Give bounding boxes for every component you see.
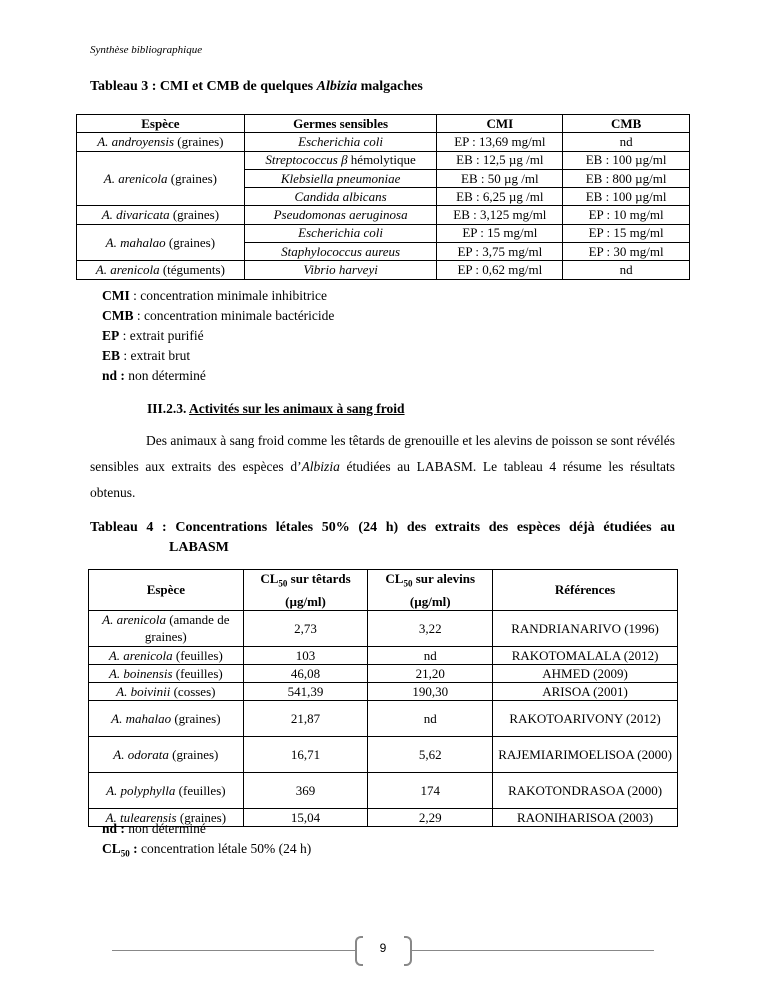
unit-label: (µg/ml) bbox=[285, 593, 326, 609]
legend-item bbox=[102, 366, 334, 386]
plant-part: (feuilles) bbox=[175, 782, 226, 798]
table-row bbox=[77, 261, 690, 279]
table3-caption-genus: Albizia bbox=[316, 79, 358, 94]
species-name: A. arenicola bbox=[108, 647, 173, 663]
tadpoles-cell: 369 bbox=[243, 772, 368, 808]
legend-abbr-end: : bbox=[129, 841, 138, 856]
species-name: A. boivinii bbox=[116, 683, 171, 699]
plant-part: (graines) bbox=[167, 170, 217, 186]
paragraph-text: étudiées au LABASM. Le tableau 4 résume les résultats obtenus. bbox=[90, 459, 675, 500]
cl-label: CL bbox=[260, 571, 279, 586]
legend-abbr: CMI bbox=[102, 288, 130, 303]
germ-cell bbox=[244, 188, 437, 206]
table-row bbox=[89, 610, 678, 646]
species-name: A. arenicola bbox=[103, 170, 168, 186]
species-name: A. divaricata bbox=[101, 207, 170, 223]
cmi-cell: EB : 6,25 µg /ml bbox=[437, 188, 563, 206]
cmb-cell: nd bbox=[563, 133, 690, 151]
tadpoles-cell: 16,71 bbox=[243, 736, 368, 772]
fry-cell: nd bbox=[368, 646, 493, 664]
plant-part: (graines) bbox=[171, 710, 221, 726]
cmi-cell: EP : 13,69 mg/ml bbox=[437, 133, 563, 151]
tadpoles-cell: 15,04 bbox=[243, 808, 368, 826]
table-row bbox=[77, 224, 690, 242]
fry-label: sur alevins bbox=[412, 571, 476, 586]
germ-cell bbox=[244, 133, 437, 151]
fry-cell: 21,20 bbox=[368, 664, 493, 682]
legend-item bbox=[102, 306, 334, 326]
legend-text: : concentration minimale inhibitrice bbox=[129, 288, 327, 303]
species-cell bbox=[77, 261, 245, 279]
fry-cell: 5,62 bbox=[368, 736, 493, 772]
table3-header-row bbox=[77, 115, 690, 133]
table-row bbox=[89, 700, 678, 736]
cmb-cell: EP : 10 mg/ml bbox=[563, 206, 690, 224]
table3-legend bbox=[102, 286, 334, 386]
legend-abbr: CMB bbox=[102, 308, 134, 323]
species-name: A. mahalao bbox=[105, 234, 166, 250]
cl-label: CL bbox=[385, 571, 404, 586]
legend-abbr: CL bbox=[102, 841, 121, 856]
cmi-cell: EB : 3,125 mg/ml bbox=[437, 206, 563, 224]
legend-text: : concentration minimale bactéricide bbox=[133, 308, 335, 323]
reference-cell: ARISOA (2001) bbox=[493, 682, 678, 700]
species-name: A. boinensis bbox=[108, 665, 173, 681]
legend-text: : extrait brut bbox=[120, 348, 191, 363]
body-paragraph bbox=[90, 428, 675, 506]
legend-text: non déterminé bbox=[124, 821, 206, 836]
fry-cell: 2,29 bbox=[368, 808, 493, 826]
species-cell bbox=[89, 772, 244, 808]
species-name: A. odorata bbox=[113, 746, 169, 762]
table4 bbox=[88, 569, 678, 827]
species-cell bbox=[89, 646, 244, 664]
species-cell bbox=[77, 133, 245, 151]
species-name: A. tulearensis bbox=[105, 809, 177, 825]
germ-name: Candida albicans bbox=[294, 188, 387, 204]
species-cell bbox=[77, 151, 245, 206]
cmb-cell: EP : 30 mg/ml bbox=[563, 243, 690, 261]
cmb-cell: EP : 15 mg/ml bbox=[563, 224, 690, 242]
section-title: Activités sur les animaux à sang froid bbox=[189, 401, 405, 416]
unit-label: (µg/ml) bbox=[409, 593, 451, 609]
germ-name: Escherichia coli bbox=[298, 133, 384, 149]
germ-name: Escherichia coli bbox=[298, 225, 384, 241]
species-name: A. arenicola bbox=[102, 612, 166, 628]
species-cell bbox=[89, 700, 244, 736]
plant-part: (feuilles) bbox=[172, 647, 223, 663]
plant-part: (graines) bbox=[174, 133, 224, 149]
table3-caption-prefix: Tableau 3 : CMI et CMB de quelques bbox=[90, 79, 317, 94]
species-cell bbox=[77, 224, 245, 261]
table3-header-species: Espèce bbox=[77, 115, 245, 133]
legend-abbr: nd : bbox=[102, 368, 125, 383]
reference-cell: RAKOTOMALALA (2012) bbox=[493, 646, 678, 664]
legend-text: : extrait purifié bbox=[119, 328, 204, 343]
paragraph-text: Des animaux à sang froid comme les têtards de grenouille et les alevins de poisson se sont révélés sensibles aux extraits des espèces d’ bbox=[90, 433, 675, 474]
section-heading bbox=[147, 401, 405, 417]
table4-caption-line2: LABASM bbox=[169, 540, 229, 555]
germ-name: Streptococcus β bbox=[265, 152, 348, 168]
species-name: A. arenicola bbox=[95, 262, 160, 278]
section-number: III.2.3. bbox=[147, 401, 190, 416]
cmb-cell: EB : 800 µg/ml bbox=[563, 169, 690, 187]
table3-header-germs: Germes sensibles bbox=[244, 115, 437, 133]
germ-name: Staphylococcus aureus bbox=[281, 243, 401, 259]
table4-header-fry bbox=[368, 570, 493, 611]
footer-rule-left bbox=[112, 950, 356, 951]
table3-header-cmb: CMB bbox=[563, 115, 690, 133]
fry-cell: 190,30 bbox=[368, 682, 493, 700]
legend-text: non déterminé bbox=[124, 368, 206, 383]
tadpoles-cell: 46,08 bbox=[243, 664, 368, 682]
fry-cell: nd bbox=[368, 700, 493, 736]
reference-cell: RAKOTOARIVONY (2012) bbox=[493, 700, 678, 736]
reference-cell: RAONIHARISOA (2003) bbox=[493, 808, 678, 826]
legend-item bbox=[102, 819, 311, 839]
tadpoles-cell: 21,87 bbox=[243, 700, 368, 736]
cmi-cell: EB : 12,5 µg /ml bbox=[437, 151, 563, 169]
legend-abbr: EP bbox=[102, 328, 120, 343]
reference-cell: RANDRIANARIVO (1996) bbox=[493, 610, 678, 646]
table-row bbox=[89, 772, 678, 808]
plant-part: (graines) bbox=[168, 746, 219, 762]
reference-cell: AHMED (2009) bbox=[493, 664, 678, 682]
table4-caption bbox=[90, 518, 675, 558]
species-cell bbox=[89, 664, 244, 682]
reference-cell: RAKOTONDRASOA (2000) bbox=[493, 772, 678, 808]
table4-legend bbox=[102, 819, 311, 864]
table3-header-cmi: CMI bbox=[437, 115, 563, 133]
germ-name: Pseudomonas aeruginosa bbox=[273, 207, 408, 223]
tadpoles-cell: 541,39 bbox=[243, 682, 368, 700]
species-cell bbox=[77, 206, 245, 224]
cmi-cell: EB : 50 µg /ml bbox=[437, 169, 563, 187]
legend-text: concentration létale 50% (24 h) bbox=[137, 841, 312, 856]
plant-part: (graines) bbox=[165, 234, 216, 250]
germ-cell bbox=[244, 206, 437, 224]
table-row bbox=[77, 206, 690, 224]
tadpoles-cell: 2,73 bbox=[243, 610, 368, 646]
page-number: 9 bbox=[379, 941, 387, 955]
legend-abbr: nd : bbox=[102, 821, 125, 836]
plant-part: (amande de graines) bbox=[144, 612, 230, 645]
plant-part: (feuilles) bbox=[172, 665, 223, 681]
tadpoles-label: sur têtards bbox=[287, 571, 351, 586]
table4-header-tadpoles bbox=[243, 570, 368, 611]
reference-cell: RAJEMIARIMOELISOA (2000) bbox=[493, 736, 678, 772]
germ-cell bbox=[244, 243, 437, 261]
table4-header-species: Espèce bbox=[89, 570, 244, 611]
table3-caption-suffix: malgaches bbox=[357, 79, 423, 94]
page-bracket-left bbox=[355, 936, 363, 966]
paragraph-genus: Albizia bbox=[301, 459, 340, 474]
table4-header-references: Références bbox=[493, 570, 678, 611]
table-row bbox=[89, 664, 678, 682]
running-header: Synthèse bibliographique bbox=[90, 44, 203, 56]
legend-item bbox=[102, 286, 334, 306]
legend-item bbox=[102, 326, 334, 346]
cmb-cell: EB : 100 µg/ml bbox=[563, 188, 690, 206]
cl-subscript: 50 bbox=[278, 578, 288, 589]
species-name: A. polyphylla bbox=[106, 782, 176, 798]
tadpoles-cell: 103 bbox=[243, 646, 368, 664]
species-cell bbox=[89, 610, 244, 646]
fry-cell: 174 bbox=[368, 772, 493, 808]
cmi-cell: EP : 0,62 mg/ml bbox=[437, 261, 563, 279]
table3 bbox=[76, 114, 690, 280]
species-cell bbox=[89, 736, 244, 772]
germ-cell bbox=[244, 261, 437, 279]
cmb-cell: nd bbox=[563, 261, 690, 279]
fry-cell: 3,22 bbox=[368, 610, 493, 646]
table-row bbox=[89, 736, 678, 772]
cmi-cell: EP : 3,75 mg/ml bbox=[437, 243, 563, 261]
germ-cell bbox=[244, 169, 437, 187]
plant-part: (cosses) bbox=[170, 683, 216, 699]
legend-item bbox=[102, 839, 311, 864]
cmi-cell: EP : 15 mg/ml bbox=[437, 224, 563, 242]
cl-subscript: 50 bbox=[403, 578, 413, 589]
germ-cell bbox=[244, 151, 437, 169]
legend-item bbox=[102, 346, 334, 366]
table4-caption-line1: Tableau 4 : Concentrations létales 50% (24 h) des extraits des espèces déjà étudiées au bbox=[90, 520, 675, 535]
plant-part: (graines) bbox=[169, 207, 220, 223]
table-row bbox=[77, 133, 690, 151]
footer-rule-right bbox=[412, 950, 654, 951]
species-name: A. mahalao bbox=[111, 710, 172, 726]
legend-subscript: 50 bbox=[120, 848, 130, 859]
legend-abbr: EB bbox=[102, 348, 121, 363]
cmb-cell: EB : 100 µg/ml bbox=[563, 151, 690, 169]
germ-suffix: hémolytique bbox=[347, 152, 416, 168]
germ-name: Klebsiella pneumoniae bbox=[280, 170, 401, 186]
table-row bbox=[77, 151, 690, 169]
germ-cell bbox=[244, 224, 437, 242]
table3-caption bbox=[90, 79, 423, 95]
table-row bbox=[89, 682, 678, 700]
table4-header-row bbox=[89, 570, 678, 611]
plant-part: (téguments) bbox=[159, 262, 225, 278]
species-name: A. androyensis bbox=[97, 133, 175, 149]
plant-part: (graines) bbox=[176, 809, 227, 825]
species-cell bbox=[89, 682, 244, 700]
page-bracket-right bbox=[404, 936, 412, 966]
germ-name: Vibrio harveyi bbox=[303, 262, 378, 278]
table-row bbox=[89, 646, 678, 664]
